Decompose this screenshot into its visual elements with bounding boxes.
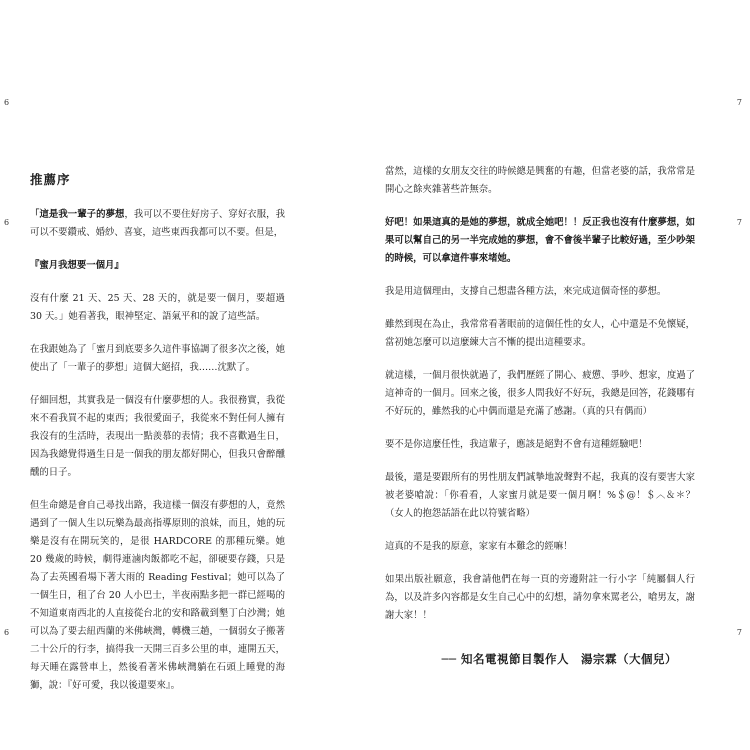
paragraph: 『蜜月我想要一個月』 [30,260,124,271]
paragraph: 在我跟她為了「蜜月到底要多久這件事協調了很多次之後，她使出了「一輩子的夢想」這個大絕招，我……沈默了。 [30,344,285,373]
paragraph: 當然，這樣的女朋友交往的時候總是興奮的有趣，但當老婆的話，我常常是開心之餘夾雜著些許無奈。 [385,166,695,195]
paragraph: 但生命總是會自己尋找出路，我這樣一個沒有夢想的人，竟然遇到了一個人生以玩樂為最高指導原則的浪妹，而且，她的玩樂是沒有在開玩笑的，是很 HARDCORE 的那種玩樂。她 20 幾歲的時候，劇得連滷肉飯都吃不起，卻硬要存錢，只是為了去英國看場下著大雨的 Reading Festival；她可以為了一個生日，租了台 20 人小巴士，半夜兩點多把一群已經喝的不知道東南西北的人直接從台北的安和路載到墾丁白沙灣；她可以為了要去紐西蘭的米佛峽灣，轉機三趟，一個弱女子搬著二十公斤的行李，搞得我一天開三百多公里的車，連開五天，每天睡在露營車上，然後看著米佛峽灣躺在石頭上睡覺的海獅，說：『好可愛，我以後還要來』。 [30,500,285,691]
paragraph: 好吧！如果這真的是她的夢想，就成全她吧！！反正我也沒有什麼夢想，如果可以幫自己的另一半完成她的夢想，會不會後半輩子比較好過，至少吵架的時候，可以拿這件事來堵她。 [385,217,695,264]
page-number-top: 7 [736,98,742,107]
right-page [375,0,750,750]
paragraph: 仔細回想，其實我是一個沒有什麼夢想的人。我很務實，我從來不看我買不起的東西；我很愛面子，我從來不對任何人擁有我沒有的生活時，表現出一點羨慕的表情；我不喜歡過生日，因為我總覺得過生日是一個我的朋友都好開心，但我只會醉醺醺的日子。 [30,395,285,478]
left-column [30,170,285,710]
right-column [385,163,695,667]
page-number-top: 6 [4,98,10,107]
page-title: 推薦序 [30,172,71,187]
paragraph: 最後，還是要跟所有的男性朋友們誠摯地說聲對不起，我真的沒有要害大家被老婆嗆說：「你看看，人家蜜月就是要一個月啊！%＄@！＄︿＆＊？（女人的抱怨話語在此以符號省略） [385,472,695,519]
paragraph: 雖然到現在為止，我常常看著眼前的這個任性的女人，心中還是不免懷疑，當初她怎麼可以這麼練大言不慚的提出這種要求。 [385,319,695,348]
page-number-mid: 6 [4,218,10,227]
paragraph: 要不是你這麼任性，我這輩子，應該是絕對不會有這種經驗吧！ [385,439,648,450]
page-number-bottom: 6 [4,628,10,637]
paragraph: 我是用這個理由，支撐自己想盡各種方法，來完成這個奇怪的夢想。 [385,286,667,297]
page-number-bottom: 7 [736,628,742,637]
paragraph: 如果出版社願意，我會請他們在每一頁的旁邊附註一行小字「純屬個人行為，以及許多內容都是女生自己心中的幻想，請勿拿來罵老公，嗆男友，謝謝大家！！ [385,574,695,621]
paragraph: 「這是我一輩子的夢想，我可以不要住好房子、穿好衣服，我可以不要鑽戒、婚紗、喜宴，這些東西我都可以不要。但是， [30,209,285,238]
paragraph: 就這樣，一個月很快就過了，我們歷經了開心、疲憊、爭吵、想家，度過了這神奇的一個月。回來之後，很多人問我好不好玩，我總是回答，花錢哪有不好玩的，雖然我的心中偶而還是充滿了感謝。（真的只有偶而） [385,370,695,417]
paragraph: 這真的不是我的原意，家家有本難念的經嘛！ [385,541,573,552]
page-number-mid: 7 [736,218,742,227]
paragraph: 沒有什麼 21 天、25 天、28 天的，就是要一個月，要超過 30 天。」她看著我，眼神堅定、語氣平和的說了這些話。 [30,293,285,322]
author-signature: ── 知名電視節目製作人 湯宗霖（大個兒） [441,652,677,666]
